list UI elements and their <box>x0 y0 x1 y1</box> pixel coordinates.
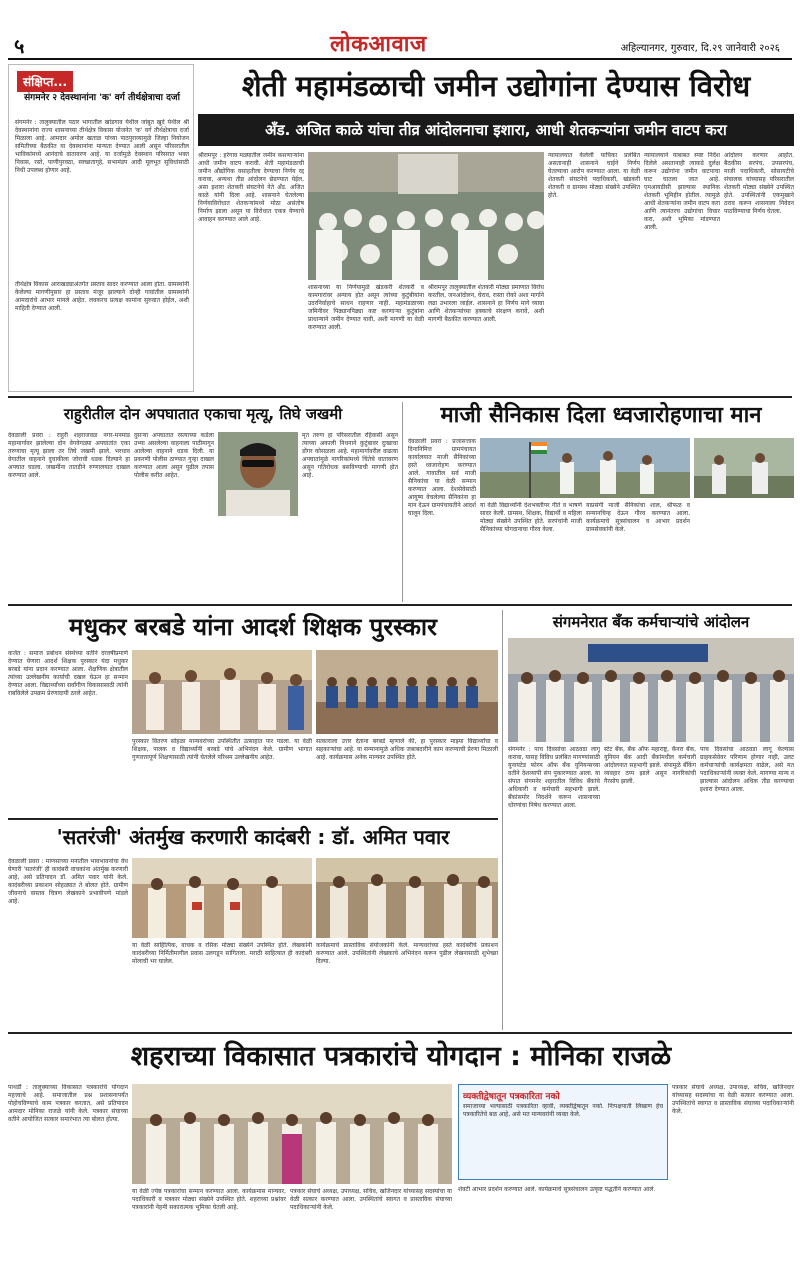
accident-victim-photo <box>218 432 298 516</box>
bank-col-1: संगमनेर : पाच दिवसांचा आठवडा लागू करावा, यासह विविध प्रलंबित मागण्यांसाठी युनायटेड फोरम ऑफ बँक युनियन्सच्या वतीने देशव्यापी संप पुकारण्यात आला. या संपात संगमनेर शहरातील विविध बँकांचे अधिकारी व कर्मचारी सहभागी झाले. बँकांसमोर निदर्शने करून शासनाच्या धोरणांचा निषेध करण्यात आला. <box>508 746 600 809</box>
page-number: ५ <box>14 34 25 58</box>
divider-2 <box>8 604 792 606</box>
vyakti-box <box>458 1084 668 1180</box>
accident-col-2: दुसऱ्या अपघातात रस्त्याच्या कडेला उभ्या असलेल्या वाहनाला पाठीमागून आलेल्या वाहनाने धडक दिली. या प्रकरणी पोलीस ठाण्यात गुन्हा दाखल करण्यात आला असून पुढील तपास पोलीस करीत आहेत. <box>134 432 214 479</box>
teacher-col-2: पुरस्कार वितरण सोहळा मान्यवरांच्या उपस्थितीत उत्साहात पार पडला. या वेळी शिक्षक, पालक व विद्यार्थ्यांनी बरबडे यांचे अभिनंदन केले. ग्रामीण भागात गुणवत्तापूर्ण शिक्षणासाठी त्यांनी घेतलेले परिश्रम उल्लेखनीय आहेत. <box>132 738 312 761</box>
divider-3 <box>8 818 498 820</box>
accident-col-1: देवळाली प्रवरा : राहुरी शहराजवळ नगर-मनमाड महामार्गावर झालेल्या दोन वेगवेगळ्या अपघातांत एका तरुणाचा मृत्यू झाला तर तिघे जखमी झाले. भरधाव वेगातील वाहनाने दुचाकीला जोराची धडक दिल्याने हा अपघात घडला. जखमींना तातडीने रुग्णालयात दाखल करण्यात आले. <box>8 432 130 479</box>
lead-col-4: न्यायालयात केलेली याचिका प्रलंबित असतानाही शासनाने घाईने निर्णय घेतल्याचा आरोप करण्यात आला. या वेळी शेतकरी संघटनेचे पदाधिकारी, खंडकरी शेतकरी व ग्रामस्थ मोठ्या संख्येने उपस्थित होते. <box>548 152 640 199</box>
teacher-col-3: सत्काराला उत्तर देताना बरबडे म्हणाले की, हा पुरस्कार माझ्या विद्यार्थ्यांचा व सहकाऱ्यांचा आहे. या सन्मानामुळे अधिक जबाबदारीने काम करण्याची प्रेरणा मिळाली आहे. कार्यक्रमास अनेक मान्यवर उपस्थित होते. <box>316 738 498 761</box>
novel-photo-2 <box>316 858 498 938</box>
divider-v-2 <box>502 610 503 1030</box>
sankshipt-headline: संगमनेर २ देवस्थानांना 'क' वर्ग तीर्थक्षेत्राचा दर्जा <box>24 93 180 103</box>
sankshipt-body-1: संगमनेर : तालुक्यातील पठार भागातील खांडगाव येथील जांबुत खुर्द येथील श्री देवस्थानांना राज्य शासनाच्या तीर्थक्षेत्र विकास योजनेत 'क' वर्ग तीर्थक्षेत्राचा दर्जा मिळाला आहे. आमदार अमोल खताळ यांच्या पाठपुराव्यामुळे जिल्हा नियोजन समितीच्या बैठकीत या देवस्थानांना मान्यता देण्यात आली असून परिसरातील भाविकांमध्ये आनंदाचे वातावरण आहे. या दर्जामुळे देवस्थान परिसरात भक्त निवास, रस्ते, पाणीपुरवठा, स्वच्छतागृहे, सभामंडप आदी मूलभूत सुविधांसाठी निधी उपलब्ध होणार आहे. <box>15 119 189 174</box>
novel-col-3: कार्यक्रमाचे प्रास्ताविक संयोजकांनी केले. मान्यवरांच्या हस्ते कादंबरीचे प्रकाशन करण्यात आले. उपस्थितांनी लेखकाचे अभिनंदन करून पुढील लेखनासाठी शुभेच्छा दिल्या. <box>316 942 498 965</box>
lead-col-5: न्यायालयाने याबाबत स्पष्ट निर्देश दिलेले असतानाही त्याकडे दुर्लक्ष करून उद्योगांना जमीन वाटपाचा घाट घातला जात आहे. एमआयडीसी झाल्यास स्थानिक शेतकरी भूमिहीन होतील. त्यामुळे आधी शेतकऱ्यांना जमीन वाटप करा आणि त्यानंतरच उद्योगांचा विचार करा, अशी भूमिका मांडण्यात आली. <box>644 152 720 231</box>
bank-col-3: पाच दिवसांचा आठवडा लागू केल्यास ग्राहकसेवेवर परिणाम होणार नाही, उलट कर्मचाऱ्यांची कार्यक्षमता वाढेल, असे मत पदाधिकाऱ्यांनी व्यक्त केले. मागण्या मान्य न झाल्यास आंदोलन अधिक तीव्र करण्याचा इशारा देण्यात आला. <box>700 746 794 793</box>
teacher-photo <box>132 650 312 734</box>
journalists-photo <box>132 1084 452 1184</box>
journalists-col-2: या वेळी ज्येष्ठ पत्रकारांचा सन्मान करण्यात आला. कार्यक्रमास मान्यवर, पदाधिकारी व पत्रकार मोठ्या संख्येने उपस्थित होते. शहराच्या प्रश्नांवर पत्रकारांनी नेहमी सकारात्मक भूमिका घेतली आहे. <box>132 1188 286 1211</box>
bank-col-2: स्टेट बँक, बँक ऑफ महाराष्ट्र, कॅनरा बँक, युनियन बँक आदी बँकांमधील कर्मचारी आंदोलनात सहभागी झाले. संपामुळे बँकिंग व्यवहार ठप्प झाले असून नागरिकांची गैरसोय झाली. <box>604 746 696 785</box>
journalists-headline: शहराच्या विकासात पत्रकारांचे योगदान : मोनिका राजळे <box>130 1041 672 1072</box>
lead-photo-crowd <box>308 152 544 280</box>
soldiers-headline: माजी सैनिकास दिला ध्वजारोहणाचा मान <box>440 403 762 428</box>
soldiers-col-2: या वेळी विद्यार्थ्यांनी देशभक्तीपर गीते व भाषणे सादर केली. ग्रामस्थ, शिक्षक, विद्यार्थी व महिला मोठ्या संख्येने उपस्थित होते. सरपंचांनी माजी सैनिकांच्या योगदानाचा गौरव केला. <box>480 502 582 533</box>
novel-headline: 'सतरंजी' अंतर्मुख करणारी कादंबरी : डॉ. अमित पवार <box>56 825 450 849</box>
sankshipt-label: संक्षिप्त... <box>17 71 73 92</box>
accident-headline: राहुरीतील दोन अपघातात एकाचा मृत्यू, तिघे जखमी <box>63 405 343 423</box>
journalists-col-1: पाथर्डी : तालुक्याच्या विकासात पत्रकारांचे योगदान महत्त्वाचे आहे. समाजातील प्रश्न प्रशासनापर्यंत पोहोचविण्याचे काम पत्रकार करतात, असे प्रतिपादन आमदार मोनिका राजळे यांनी केले. पत्रकार संघाच्या वतीने आयोजित सत्कार समारंभात त्या बोलत होत्या. <box>8 1084 128 1123</box>
lead-col-6: आंदोलन करणार आहोत. बैठकीस सरपंच, उपसरपंच, माजी पदाधिकारी, सोसायटीचे संचालक यांच्यासह परिसरातील शेतकरी मोठ्या संख्येने उपस्थित होते. उपस्थितांनी एकमुखाने ठराव करून शासनाला निवेदन पाठविण्याचा निर्णय घेतला. <box>724 152 794 215</box>
novel-photo <box>132 858 312 938</box>
teacher-photo-2 <box>316 650 498 734</box>
soldiers-photo-2 <box>694 438 794 498</box>
sankshipt-box <box>8 64 194 392</box>
vyakti-text: समाजाच्या भल्यासाठी पत्रकारिता व्हावी, व्यक्तीद्वेषातून नको. निःपक्षपाती लिखाण हेच पत्रकारितेचे बळ आहे, असे मत मान्यवरांनी व्यक्त केले. <box>463 1103 663 1118</box>
masthead-dateline: अहिल्यानगर, गुरुवार, दि.२९ जानेवारी २०२६ <box>620 43 780 54</box>
divider-v-1 <box>402 402 403 602</box>
novel-col-2: या वेळी साहित्यिक, वाचक व रसिक मोठ्या संख्येने उपस्थित होते. लेखकांनी कादंबरीच्या निर्मितीमागील प्रवास उलगडून सांगितला. मराठी साहित्यात ही कादंबरी मोलाची भर घालेल. <box>132 942 312 965</box>
soldiers-photo <box>480 438 690 498</box>
masthead-logo: लोकआवाज <box>330 32 427 57</box>
teacher-headline: मधुकर बरबडे यांना आदर्श शिक्षक पुरस्कार <box>69 613 437 641</box>
bank-headline: संगमनेरात बँक कर्मचाऱ्यांचे आंदोलन <box>552 613 750 631</box>
journalists-col-5: पत्रकार संघाचे अध्यक्ष, उपाध्यक्ष, सचिव, खजिनदार यांच्यासह सदस्यांचा या वेळी सत्कार करण्यात आला. उपस्थितांचे स्वागत व प्रास्ताविक संघाच्या पदाधिकाऱ्यांनी केले. <box>672 1084 794 1115</box>
lead-col-3: श्रीरामपूर तालुक्यातील शेतकरी मोठ्या प्रमाणात विरोध करतील, जनआंदोलन, घेराव, रास्ता रोको अशा मार्गाने लढा उभारला जाईल. शासनाने हा निर्णय मागे घ्यावा आणि शेतकऱ्यांच्या हक्काचे संरक्षण करावे, अशी मागणी बैठकीत करण्यात आली. <box>428 284 544 323</box>
bank-photo <box>508 638 794 742</box>
soldiers-col-3: याप्रसंगी माजी सैनिकांचा शाल, श्रीफळ व सन्मानचिन्ह देऊन गौरव करण्यात आला. कार्यक्रमाचे सूत्रसंचालन व आभार प्रदर्शन ग्रामसेवकांनी केले. <box>586 502 690 533</box>
divider-4 <box>8 1032 792 1034</box>
sankshipt-body-2: तीर्थक्षेत्र विकास आराखड्याअंतर्गत प्रस्ताव सादर करण्यात आला होता. ग्रामस्थांनी केलेल्या मागणीनुसार हा प्रस्ताव मंजूर झाल्याने दोन्ही गावांतील ग्रामस्थांनी आमदारांचे आभार मानले आहेत. लवकरच प्रत्यक्ष कामांना सुरुवात होईल, अशी माहिती देण्यात आली. <box>15 281 189 312</box>
divider-1 <box>8 396 792 398</box>
vyakti-label: व्यक्तीद्वेषातून पत्रकारिता नको <box>463 1092 560 1102</box>
novel-col-1: देवळाली प्रवरा : माणसाच्या मनातील भावभावनांचा वेध घेणारी 'सतरंजी' ही कादंबरी वाचकांना अंतर्मुख करणारी आहे, असे प्रतिपादन डॉ. अमित पवार यांनी केले. कादंबरीच्या प्रकाशन सोहळ्यात ते बोलत होते. ग्रामीण जीवनाचे वास्तव चित्रण लेखकाने प्रभावीपणे मांडले आहे. <box>8 858 128 905</box>
lead-col-1: श्रीरामपूर : हरेगाव मळ्यातील जमीन कसणाऱ्यांना आधी जमीन वाटप करावी. शेती महामंडळाची जमीन औद्योगिक वसाहतीला देण्याचा निर्णय रद्द करावा, अन्यथा तीव्र आंदोलन छेडण्यात येईल, असा इशारा शेतकरी संघटनेचे नेते अँड. अजित काळे यांनी दिला आहे. शासनाने घेतलेल्या निर्णयाविरोधात शेतकऱ्यांमध्ये मोठा असंतोष निर्माण झाला असून या विरोधात एकत्र येण्याचे आवाहन करण्यात आले आहे. <box>198 152 304 223</box>
masthead-rule <box>8 58 792 60</box>
masthead <box>0 0 800 62</box>
soldiers-col-1: देवळाली प्रवरा : प्रजासत्ताक दिनानिमित्त ग्रामपंचायत कार्यालयात माजी सैनिकांच्या हस्ते ध्वजारोहण करण्यात आले. गावातील सर्व माजी सैनिकांचा या वेळी सन्मान करण्यात आला. देशसेवेसाठी आयुष्य वेचलेल्या सैनिकांना हा मान देऊन ग्रामपंचायतीने आदर्श घालून दिला. <box>408 438 476 517</box>
journalists-col-4: शेवटी आभार प्रदर्शन करण्यात आले. कार्यक्रमाचे सूत्रसंचालन उत्कृष्ट पद्धतीने करण्यात आले. <box>458 1186 656 1193</box>
lead-headline: शेती महामंडळाची जमीन उद्योगांना देण्यास विरोध <box>241 69 751 103</box>
journalists-col-3: पत्रकार संघाचे अध्यक्ष, उपाध्यक्ष, सचिव, खजिनदार यांच्यासह सदस्यांचा या वेळी सत्कार करण्यात आला. उपस्थितांचे स्वागत व प्रास्ताविक संघाच्या पदाधिकाऱ्यांनी केले. <box>290 1188 452 1211</box>
teacher-col-1: कर्जत : समाज प्रबोधन संस्थेच्या वतीने दरवर्षीप्रमाणे देण्यात येणारा आदर्श शिक्षक पुरस्कार यंदा मधुकर बरबडे यांना प्रदान करण्यात आला. शैक्षणिक क्षेत्रातील त्यांच्या उल्लेखनीय कार्याची दखल घेऊन हा सन्मान देण्यात आला. विद्यार्थ्यांच्या सर्वांगीण विकासासाठी त्यांनी राबविलेले उपक्रम प्रेरणादायी ठरले आहेत. <box>8 650 128 697</box>
accident-col-3: मृत तरुण हा परिसरातील रहिवासी असून त्याच्या अकाली निधनाने कुटुंबावर दुःखाचा डोंगर कोसळला आहे. महामार्गावरील वाढत्या अपघातांमुळे नागरिकांमध्ये चिंतेचे वातावरण असून गतिरोधक बसविण्याची मागणी होत आहे. <box>302 432 398 479</box>
lead-col-2: शासनाच्या या निर्णयामुळे खंडकरी शेतकरी व कामगारांवर अन्याय होत असून त्यांच्या कुटुंबीयांना उदरनिर्वाहाचे साधन राहणार नाही. महामंडळाच्या जमिनीवर पिढ्यानपिढ्या कष्ट करणाऱ्या कुटुंबांना प्राधान्याने जमीन देण्यात यावी, अशी मागणी या वेळी करण्यात आली. <box>308 284 424 331</box>
lead-subheadline: अँड. अजित काळे यांचा तीव्र आंदोलनाचा इशारा, आधी शेतकऱ्यांना जमीन वाटप करा <box>265 121 727 139</box>
